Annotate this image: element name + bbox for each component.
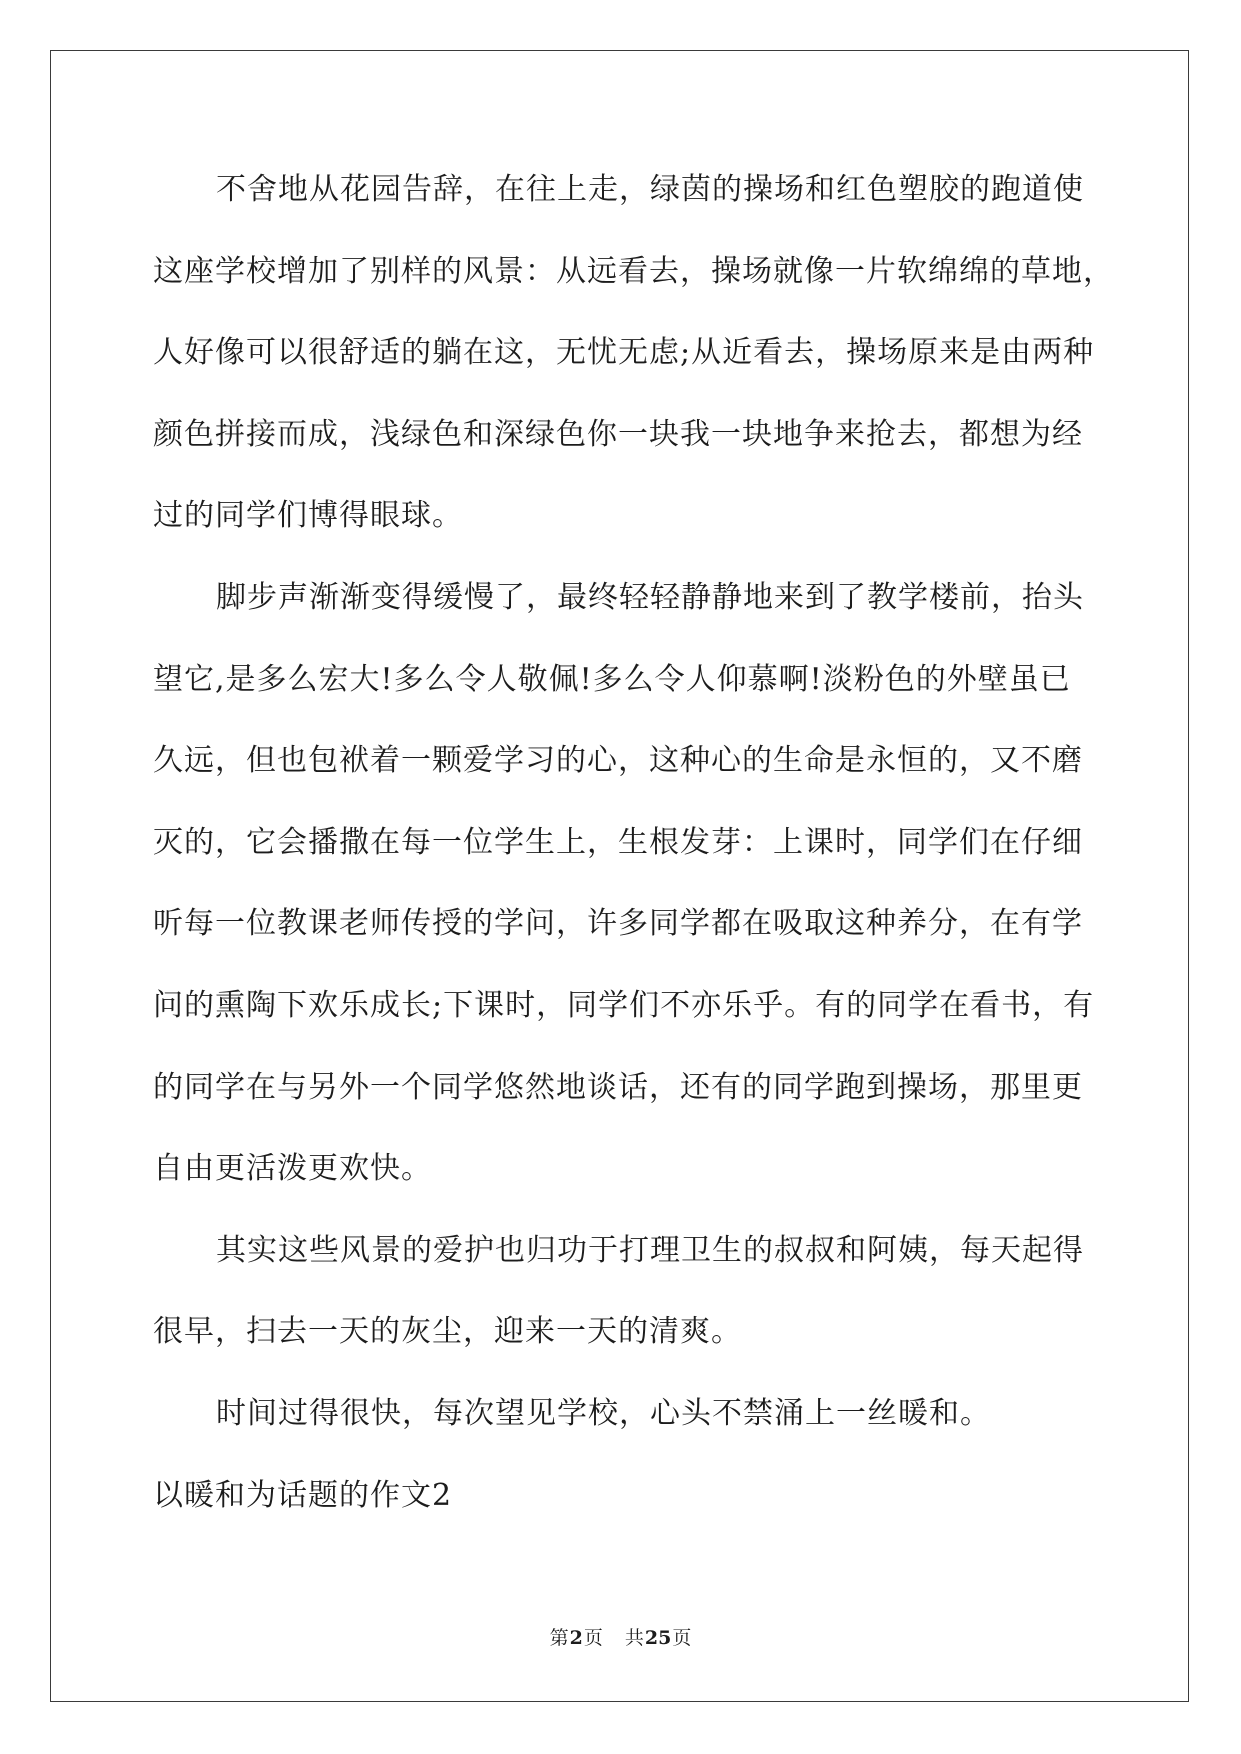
text-line: 的同学在与另外一个同学悠然地谈话，还有的同学跑到操场，那里更: [153, 1069, 1083, 1105]
text-line: 自由更活泼更欢快。: [153, 1151, 432, 1187]
page-number-value: 2: [569, 1627, 583, 1649]
text-line: 脚步声渐渐变得缓慢了，最终轻轻静静地来到了教学楼前，抬头: [216, 579, 1084, 615]
text-line: 这座学校增加了别样的风景：从远看去，操场就像一片软绵绵的草地，: [153, 253, 1114, 289]
total-suffix: 页: [672, 1627, 692, 1649]
text-line: 时间过得很快，每次望见学校，心头不禁涌上一丝暖和。: [216, 1395, 991, 1431]
text-line: 问的熏陶下欢乐成长;下课时，同学们不亦乐乎。有的同学在看书，有: [153, 987, 1095, 1023]
text-line: 颜色拼接而成，浅绿色和深绿色你一块我一块地争来抢去，都想为经: [153, 416, 1083, 452]
text-line: 过的同学们博得眼球。: [153, 498, 463, 534]
text-line: 其实这些风景的爱护也归功于打理卫生的叔叔和阿姨，每天起得: [216, 1232, 1084, 1268]
text-line: 人好像可以很舒适的躺在这，无忧无虑;从近看去，操场原来是由两种: [153, 335, 1095, 371]
paragraph: [153, 149, 1133, 557]
page-suffix: 页: [583, 1627, 603, 1649]
text-line: 灭的，它会播撒在每一位学生上，生根发芽：上课时，同学们在仔细: [153, 824, 1083, 860]
page-prefix: 第: [549, 1627, 569, 1649]
total-prefix: 共: [624, 1627, 644, 1649]
text-line: 听每一位教课老师传授的学问，许多同学都在吸取这种养分，在有学: [153, 906, 1083, 942]
page-footer: [0, 1624, 1241, 1652]
text-line: 望它,是多么宏大!多么令人敬佩!多么令人仰慕啊!淡粉色的外壁虽已: [153, 661, 1071, 697]
text-line: 很早，扫去一天的灰尘，迎来一天的清爽。: [153, 1314, 742, 1350]
page-number: [550, 1627, 603, 1649]
text-line: 久远，但也包袱着一颗爱学习的心，这种心的生命是永恒的，又不磨: [153, 743, 1083, 779]
paragraph: [153, 557, 1133, 1210]
paragraph: [153, 1210, 1133, 1373]
paragraph: [153, 1373, 1133, 1455]
page-total-value: 25: [644, 1627, 672, 1649]
section-heading: 以暖和为话题的作文2: [153, 1477, 453, 1513]
text-line: 不舍地从花园告辞，在往上走，绿茵的操场和红色塑胶的跑道使: [216, 172, 1084, 207]
page-total: [625, 1627, 691, 1649]
document-body: [153, 149, 1133, 1536]
